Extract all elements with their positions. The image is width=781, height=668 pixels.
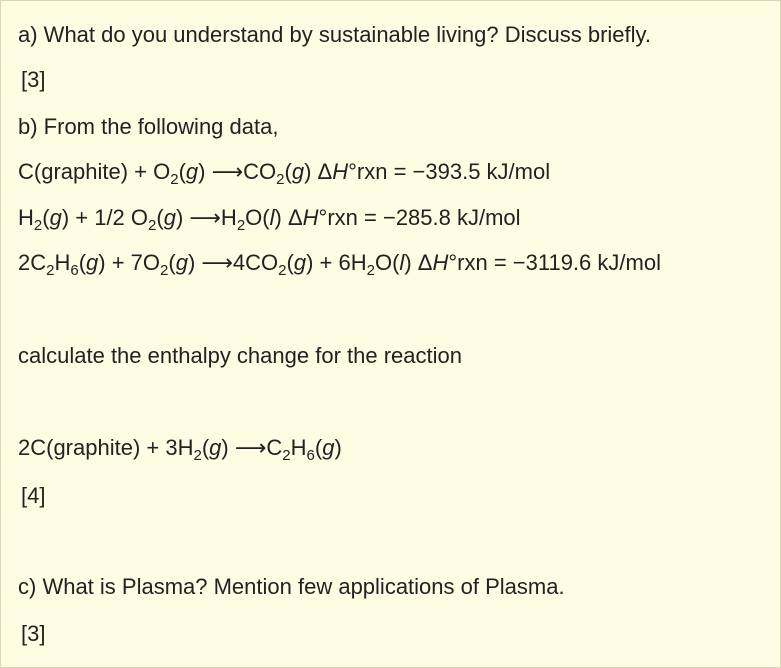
question-a-marks: [3] <box>21 67 46 92</box>
target-reaction: 2C(graphite) + $3H_2(g)$ $⟶C_2H_6(g)$ <box>18 435 342 464</box>
question-b-intro: b) From the following data, <box>18 114 279 139</box>
question-c-text: c) What is Plasma? Mention few applications of Plasma. <box>18 574 565 599</box>
equation-1: C(graphite) + $O_2(g)$ $⟶CO_2(g) \Delta H^\circ rxn = -393.5$ kJ/mol <box>18 159 551 188</box>
question-a-text: a) What do you understand by sustainable living? Discuss briefly. <box>18 22 652 47</box>
question-b-marks: [4] <box>21 483 46 508</box>
equation-3: $2C_2H_6(g) + 7O_2(g)$ $⟶4CO_2(g) + 6H_2O(l) \Delta H^\circ rxn = -3119.6$ kJ/mol <box>18 250 661 279</box>
question-c-marks: [3] <box>21 621 46 646</box>
question-b-instruction: calculate the enthalpy change for the reaction <box>18 343 462 368</box>
equation-2: $H_2(g) + 1/2$ $O_2(g)$ $⟶H_2O(l) \Delta H^\circ rxn = -285.8$ kJ/mol <box>18 205 521 234</box>
